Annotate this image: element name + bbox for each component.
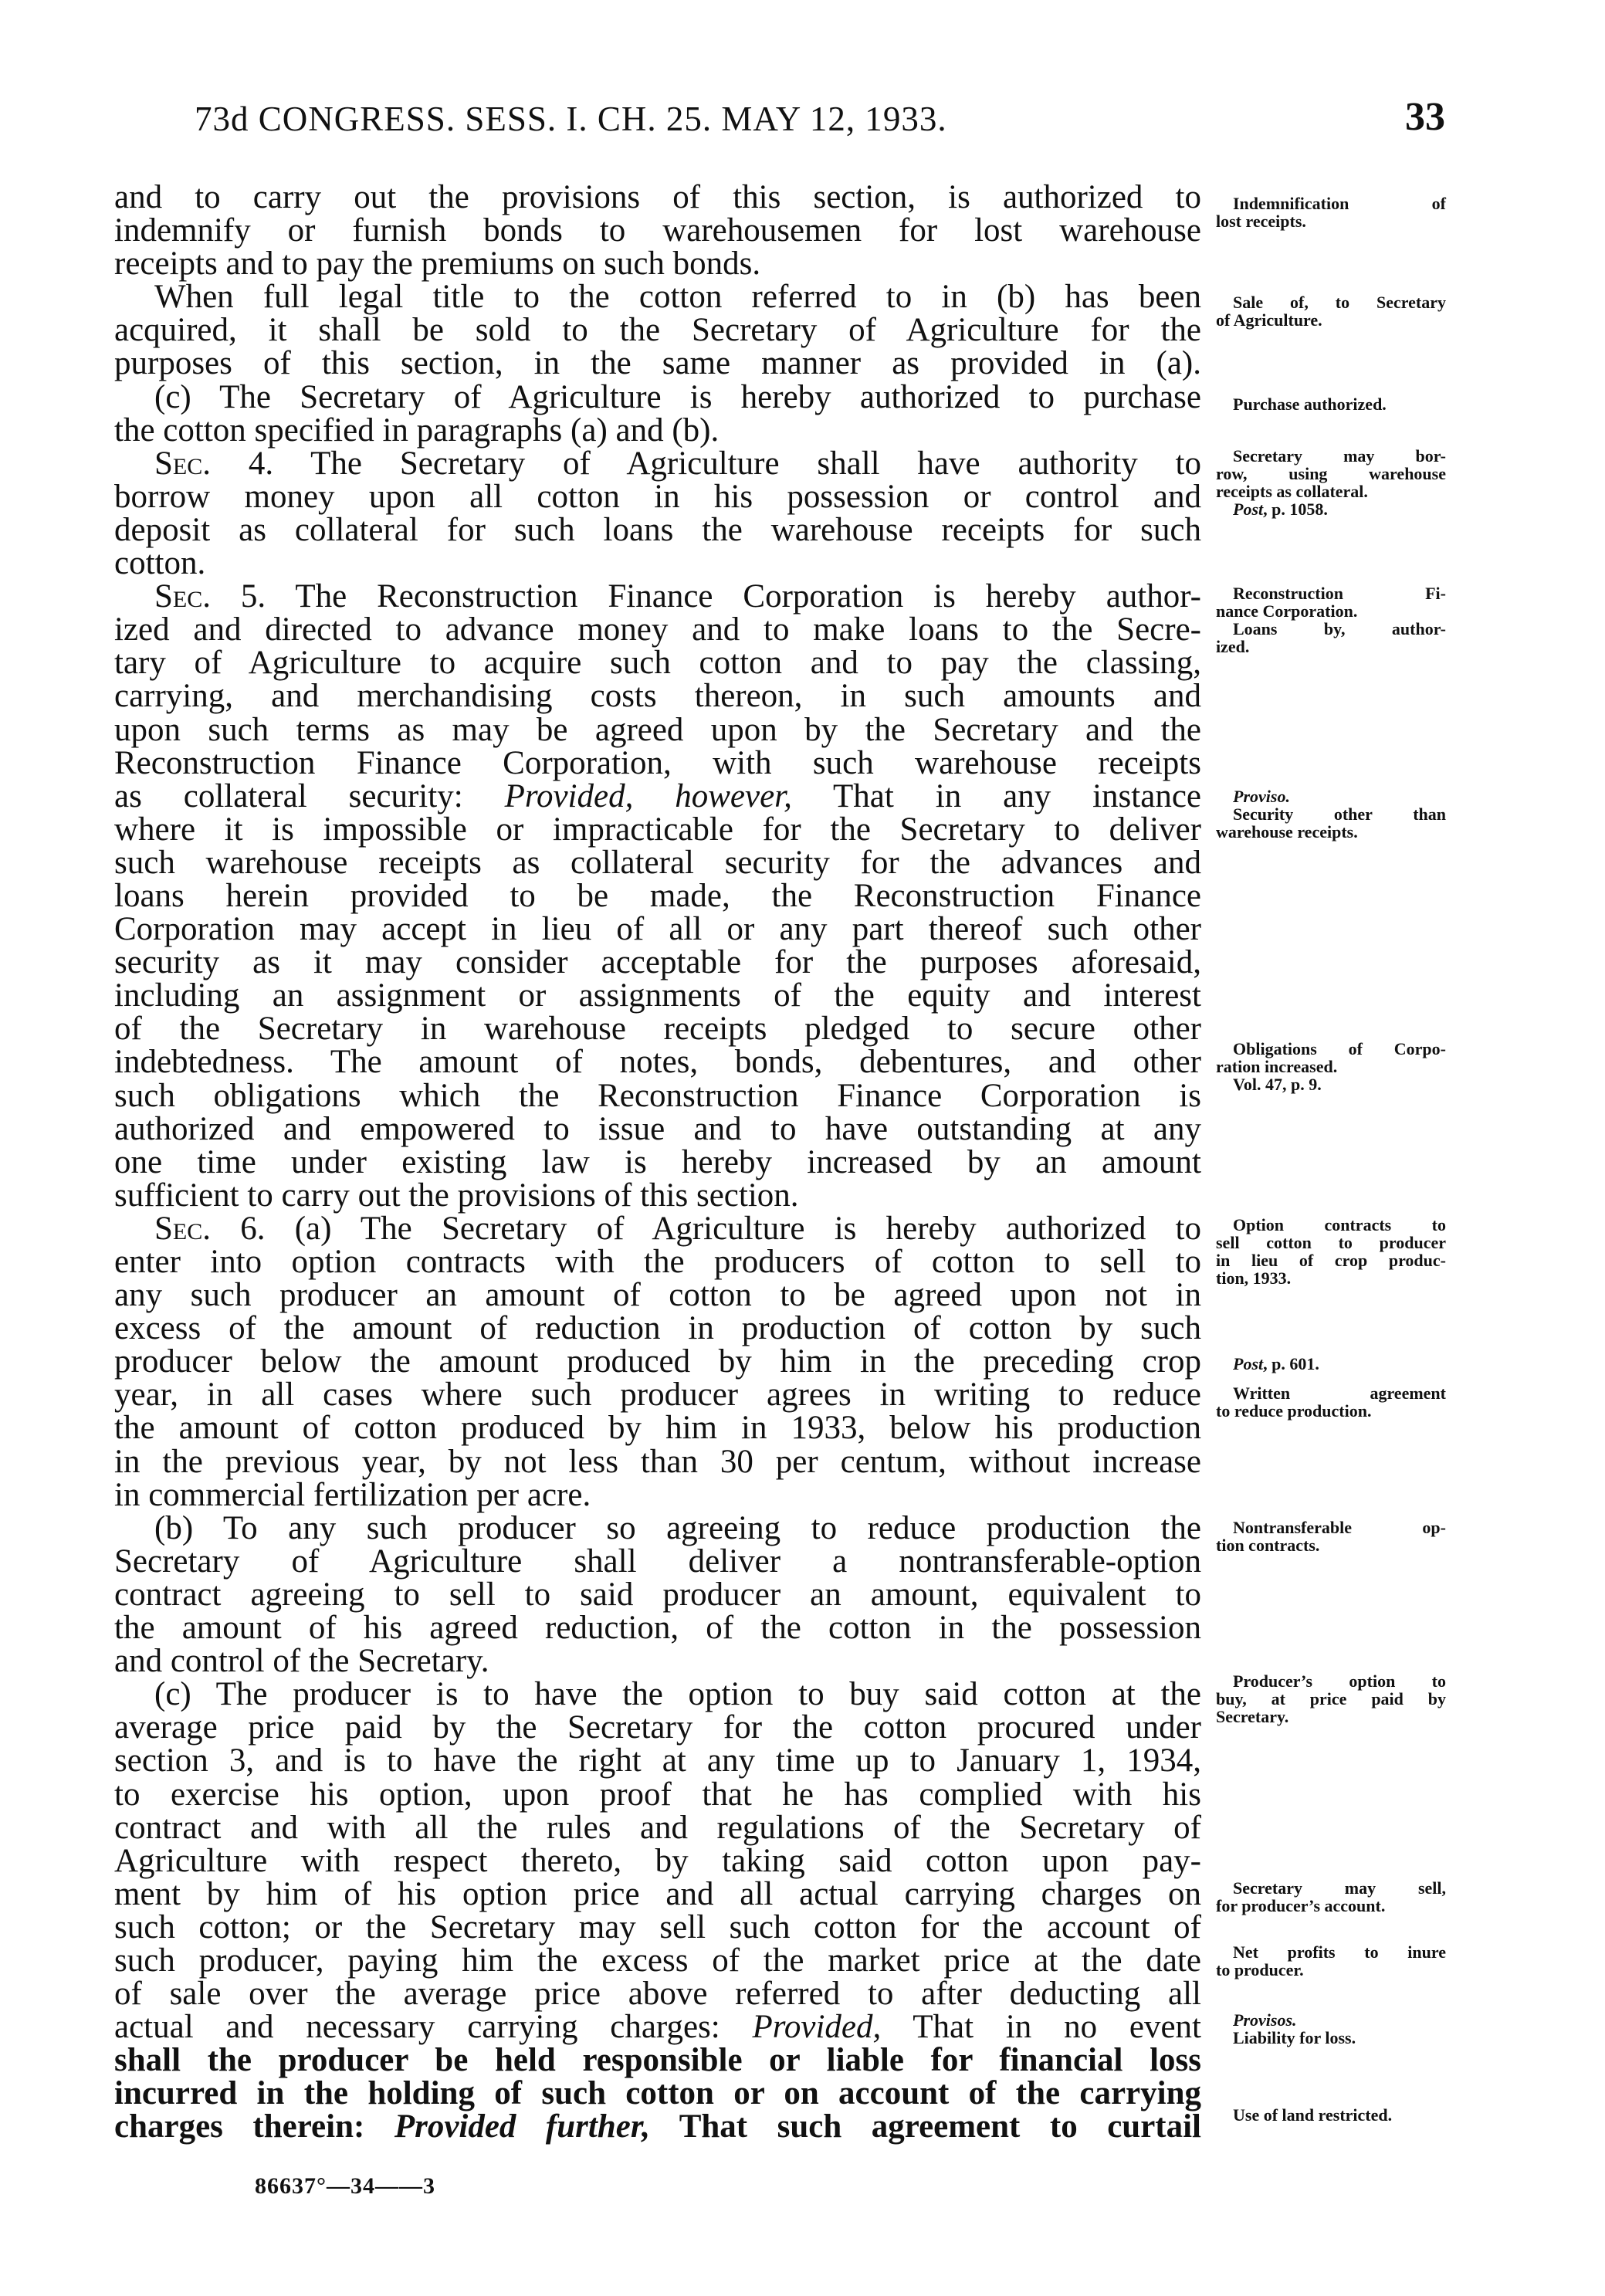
text-line: [114, 1011, 1201, 1048]
section-number: Sec. 4.: [154, 445, 274, 482]
margin-note: [1216, 1040, 1446, 1093]
text-segment: excess of the amount of reduction in production of cotton by such: [114, 1310, 1201, 1347]
section-number: Sec. 6.: [154, 1210, 266, 1247]
text-segment: authorized and empowered to issue and to have outstanding at any: [114, 1110, 1201, 1147]
text-segment: ment by him of his option price and all actual carrying charges on: [114, 1875, 1201, 1912]
text-line: [114, 744, 1201, 781]
margin-note-line: [1216, 1672, 1446, 1690]
note-text: of Agriculture.: [1216, 310, 1322, 330]
text-line: [114, 181, 1201, 214]
note-text: warehouse receipts.: [1216, 822, 1358, 842]
note-text: Loans by, author-: [1233, 619, 1446, 638]
margin-note-line: [1216, 1879, 1446, 1897]
text-segment: security as it may consider acceptable for the purposes aforesaid,: [114, 944, 1201, 981]
text-line: [114, 347, 1201, 380]
margin-note-line: [1216, 1269, 1446, 1287]
note-text: receipts as collateral.: [1216, 482, 1368, 501]
text-segment: in commercial fertilization per acre.: [114, 1476, 591, 1513]
note-text: to producer.: [1216, 1960, 1304, 1979]
text-segment: (a) The Secretary of Agriculture is hereby authorized to: [265, 1210, 1202, 1247]
text-line: [114, 1976, 1201, 2013]
text-line: [114, 1875, 1201, 1912]
note-text: Obligations of Corpo-: [1233, 1039, 1446, 1058]
text-segment: including an assignment or assignments of the equity and interest: [114, 977, 1201, 1014]
margin-note-line: [1216, 1355, 1446, 1373]
text-segment: (c) The producer is to have the option to buy said cotton at the: [154, 1676, 1201, 1713]
text-segment: as collateral security:: [114, 777, 505, 814]
text-line: [114, 1578, 1201, 1611]
note-text: Secretary.: [1216, 1707, 1289, 1726]
text-segment: incurred in the holding of such cotton or on account of the carrying: [114, 2075, 1201, 2112]
margin-note-line: [1216, 293, 1446, 311]
note-text: Written agreement: [1233, 1383, 1446, 1403]
text-segment: shall the producer be held responsible or liable for financial loss: [114, 2042, 1201, 2079]
note-text: , p. 601.: [1263, 1354, 1319, 1373]
margin-note-line: [1216, 1536, 1446, 1554]
margin-note: [1216, 447, 1446, 518]
margin-note: [1216, 293, 1446, 329]
text-segment: where it is impossible or impracticable for the Secretary to deliver: [114, 811, 1201, 848]
text-segment: Corporation may accept in lieu of all or any part thereof such other: [114, 911, 1201, 948]
text-segment: That in any instance: [791, 777, 1201, 814]
text-line: [114, 813, 1201, 846]
text-line: [114, 1212, 1201, 1245]
text-line: [114, 1778, 1201, 1811]
margin-note-line: [1216, 1384, 1446, 1402]
note-text: ized.: [1216, 637, 1250, 656]
margin-note-line: [1216, 311, 1446, 329]
margin-note: [1216, 1672, 1446, 1725]
note-text: tion contracts.: [1216, 1536, 1320, 1555]
text-line: [114, 2110, 1201, 2143]
text-line: [114, 1944, 1201, 1977]
text-segment: (b) To any such producer so agreeing to reduce production the: [154, 1509, 1201, 1546]
note-text: in lieu of crop produc-: [1216, 1251, 1446, 1270]
margin-note: [1216, 1384, 1446, 1420]
text-line: [114, 846, 1201, 879]
section-number: Sec. 5.: [154, 578, 266, 615]
text-segment: actual and necessary carrying charges:: [114, 2009, 753, 2046]
margin-note-line: [1216, 2029, 1446, 2047]
text-segment: deposit as collateral for such loans the warehouse receipts for such: [114, 511, 1201, 548]
italic-proviso: Provided further,: [394, 2108, 650, 2145]
note-text: lost receipts.: [1216, 212, 1306, 231]
margin-note-line: [1216, 1402, 1446, 1420]
text-segment: Agriculture with respect thereto, by taking said cotton upon pay-: [114, 1842, 1201, 1879]
margin-note: [1216, 2106, 1446, 2124]
text-segment: That such agreement to curtail: [649, 2108, 1201, 2145]
text-segment: the cotton specified in paragraphs (a) and (b).: [114, 411, 720, 449]
note-italic: Post: [1233, 1354, 1264, 1373]
text-segment: The Secretary of Agriculture shall have authority to: [273, 445, 1201, 482]
text-segment: the amount of his agreed reduction, of the cotton in the possession: [114, 1610, 1201, 1647]
italic-proviso: Provided,: [752, 2009, 882, 2046]
text-segment: purposes of this section, in the same manner as provided in (a).: [114, 345, 1201, 382]
margin-note-line: [1216, 212, 1446, 230]
text-segment: Reconstruction Finance Corporation, with such warehouse receipts: [114, 744, 1201, 781]
note-text: Liability for loss.: [1233, 2028, 1356, 2047]
margin-note-line: [1216, 1216, 1446, 1234]
text-line: [114, 879, 1201, 913]
note-text: Vol. 47, p. 9.: [1233, 1075, 1322, 1094]
text-segment: ized and directed to advance money and to make loans to the Secre-: [114, 611, 1201, 649]
text-line: [114, 1811, 1201, 1844]
text-line: [114, 378, 1201, 415]
text-segment: and to carry out the provisions of this section, is authorized to: [114, 179, 1201, 215]
note-text: Nontransferable op-: [1233, 1518, 1446, 1537]
text-line: [114, 1377, 1201, 1414]
margin-note-line: [1216, 1234, 1446, 1251]
text-segment: borrow money upon all cotton in his possession or control and: [114, 478, 1201, 515]
text-segment: such producer, paying him the excess of the market price at the date: [114, 1942, 1201, 1979]
margin-note: [1216, 584, 1446, 655]
text-line: [114, 279, 1201, 316]
text-segment: cotton.: [114, 545, 206, 582]
margin-note-line: [1216, 620, 1446, 638]
text-line: [114, 313, 1201, 347]
text-segment: section 3, and is to have the right at any time up to January 1, 1934,: [114, 1742, 1201, 1780]
text-segment: such obligations which the Reconstruction Finance Corporation is: [114, 1077, 1201, 1114]
text-line: [114, 1844, 1201, 1878]
margin-note-line: [1216, 195, 1446, 212]
note-text: tion, 1933.: [1216, 1268, 1292, 1288]
text-segment: contract and with all the rules and regulations of the Secretary of: [114, 1809, 1201, 1846]
margin-note-line: [1216, 483, 1446, 500]
text-segment: such cotton; or the Secretary may sell such cotton for the account of: [114, 1908, 1201, 1946]
text-line: [114, 513, 1201, 547]
text-line: [114, 1545, 1201, 1578]
note-text: Purchase authorized.: [1233, 395, 1387, 414]
margin-note-line: [1216, 1040, 1446, 1058]
margin-note-line: [1216, 1075, 1446, 1093]
text-segment: loans herein provided to be made, the Reconstruction Finance: [114, 877, 1201, 914]
text-segment: the amount of cotton produced by him in 1933, below his production: [114, 1410, 1201, 1447]
text-line: [114, 1478, 1201, 1512]
text-segment: producer below the amount produced by him in the preceding crop: [114, 1343, 1201, 1380]
margin-note-line: [1216, 500, 1446, 518]
text-segment: That in no event: [881, 2009, 1201, 2046]
note-text: sell cotton to producer: [1216, 1233, 1446, 1252]
italic-proviso: Provided, however,: [504, 777, 792, 814]
text-line: [114, 1079, 1201, 1112]
text-line: [114, 1678, 1201, 1711]
text-segment: Secretary of Agriculture shall deliver a nontransferable-option: [114, 1543, 1201, 1580]
note-text: Indemnification of: [1233, 194, 1446, 213]
note-text: Secretary may sell,: [1233, 1878, 1446, 1898]
text-line: [114, 679, 1201, 713]
text-segment: of the Secretary in warehouse receipts pledged to secure other: [114, 1011, 1201, 1048]
margin-note-line: [1216, 2011, 1446, 2029]
text-line: [114, 411, 1201, 449]
text-line: [114, 547, 1201, 580]
note-italic: Provisos.: [1233, 2010, 1297, 2030]
margin-note-line: [1216, 584, 1446, 602]
text-line: [114, 2010, 1201, 2044]
text-segment: indebtedness. The amount of notes, bonds, debentures, and other: [114, 1044, 1201, 1081]
margin-note: [1216, 2011, 1446, 2047]
margin-note-line: [1216, 2106, 1446, 2124]
text-line: [114, 1245, 1201, 1278]
text-segment: receipts and to pay the premiums on such bonds.: [114, 246, 761, 283]
note-text: Sale of, to Secretary: [1233, 293, 1446, 312]
text-line: [114, 447, 1201, 480]
text-line: [114, 214, 1201, 247]
text-segment: one time under existing law is hereby increased by an amount: [114, 1143, 1201, 1180]
margin-note: [1216, 787, 1446, 841]
text-line: [114, 1143, 1201, 1180]
text-line: [114, 246, 1201, 283]
margin-note: [1216, 1216, 1446, 1287]
text-line: [114, 580, 1201, 613]
note-text: for producer’s account.: [1216, 1896, 1386, 1915]
note-text: Producer’s option to: [1233, 1671, 1446, 1691]
note-text: to reduce production.: [1216, 1401, 1372, 1421]
text-segment: of sale over the average price above referred to after deducting all: [114, 1976, 1201, 2013]
text-segment: The Reconstruction Finance Corporation is hereby author-: [266, 578, 1201, 615]
margin-note-line: [1216, 602, 1446, 620]
margin-note-line: [1216, 1519, 1446, 1536]
text-line: [114, 1742, 1201, 1780]
note-text: ration increased.: [1216, 1057, 1338, 1076]
note-text: nance Corporation.: [1216, 601, 1358, 621]
print-code-footer: 86637°—34——3: [255, 2173, 435, 2199]
text-line: [114, 1610, 1201, 1647]
text-line: [114, 1312, 1201, 1345]
margin-note: [1216, 195, 1446, 230]
margin-note-line: [1216, 465, 1446, 483]
text-segment: average price paid by the Secretary for the cotton procured under: [114, 1709, 1201, 1746]
text-line: [114, 1644, 1201, 1678]
text-line: [114, 1509, 1201, 1546]
margin-note: [1216, 1355, 1446, 1373]
text-segment: such warehouse receipts as collateral security for the advances and: [114, 844, 1201, 881]
margin-note-line: [1216, 1058, 1446, 1075]
text-segment: year, in all cases where such producer agrees in writing to reduce: [114, 1377, 1201, 1414]
text-segment: and control of the Secretary.: [114, 1643, 489, 1680]
text-line: [114, 1711, 1201, 1744]
margin-note-line: [1216, 1690, 1446, 1708]
margin-note-line: [1216, 395, 1446, 413]
margin-note: [1216, 1879, 1446, 1915]
margin-note-line: [1216, 1943, 1446, 1961]
margin-note-line: [1216, 787, 1446, 805]
note-text: buy, at price paid by: [1216, 1689, 1446, 1708]
note-italic: Post: [1233, 499, 1264, 519]
text-segment: charges therein:: [114, 2108, 394, 2145]
note-text: Reconstruction Fi-: [1233, 584, 1446, 603]
text-segment: (c) The Secretary of Agriculture is hereby authorized to purchase: [154, 378, 1201, 415]
text-segment: carrying, and merchandising costs thereon, in such amounts and: [114, 678, 1201, 715]
text-segment: acquired, it shall be sold to the Secretary of Agriculture for the: [114, 312, 1201, 349]
text-line: [114, 645, 1201, 682]
note-text: Security other than: [1233, 804, 1446, 824]
margin-note: [1216, 395, 1446, 413]
text-line: [114, 1908, 1201, 1946]
margin-note-line: [1216, 1708, 1446, 1725]
text-line: [114, 480, 1201, 513]
running-head: 73d CONGRESS. SESS. I. CH. 25. MAY 12, 1933.: [195, 100, 947, 138]
note-italic: Proviso.: [1233, 787, 1290, 806]
text-segment: contract agreeing to sell to said producer an amount, equivalent to: [114, 1576, 1201, 1613]
text-segment: tary of Agriculture to acquire such cotton and to pay the classing,: [114, 645, 1201, 682]
text-line: [114, 1345, 1201, 1378]
text-line: [114, 979, 1201, 1012]
text-line: [114, 1410, 1201, 1447]
note-text: Use of land restricted.: [1233, 2105, 1393, 2125]
margin-note-line: [1216, 1897, 1446, 1915]
text-segment: to exercise his option, upon proof that he has complied with his: [114, 1776, 1201, 1813]
note-text: Net profits to inure: [1233, 1942, 1446, 1962]
text-line: [114, 1445, 1201, 1478]
text-segment: upon such terms as may be agreed upon by the Secretary and the: [114, 711, 1201, 748]
margin-note-line: [1216, 823, 1446, 841]
text-segment: any such producer an amount of cotton to be agreed upon not in: [114, 1277, 1201, 1314]
text-line: [114, 1179, 1201, 1212]
margin-note: [1216, 1519, 1446, 1554]
text-line: [114, 1112, 1201, 1146]
text-segment: sufficient to carry out the provisions of this section.: [114, 1177, 799, 1214]
text-line: [114, 713, 1201, 747]
page-number: 33: [1405, 95, 1445, 139]
text-segment: indemnify or furnish bonds to warehousemen for lost warehouse: [114, 212, 1201, 249]
text-line: [114, 611, 1201, 649]
text-line: [114, 2077, 1201, 2110]
note-text: , p. 1058.: [1263, 499, 1328, 519]
text-line: [114, 1045, 1201, 1079]
text-line: [114, 777, 1201, 814]
margin-note-line: [1216, 1961, 1446, 1979]
text-line: [114, 2044, 1201, 2077]
text-segment: in the previous year, by not less than 30 per centum, without increase: [114, 1443, 1201, 1480]
statute-body-text: [114, 181, 1201, 2144]
margin-note-line: [1216, 805, 1446, 823]
text-segment: When full legal title to the cotton referred to in (b) has been: [154, 279, 1201, 316]
margin-note-line: [1216, 447, 1446, 465]
text-line: [114, 946, 1201, 979]
note-text: Option contracts to: [1233, 1215, 1446, 1234]
margin-note-line: [1216, 1251, 1446, 1269]
note-text: Secretary may bor-: [1233, 446, 1446, 466]
margin-note: [1216, 1943, 1446, 1979]
text-segment: enter into option contracts with the producers of cotton to sell to: [114, 1244, 1201, 1280]
text-line: [114, 1278, 1201, 1312]
note-text: row, using warehouse: [1216, 464, 1446, 483]
margin-note-line: [1216, 638, 1446, 655]
text-line: [114, 913, 1201, 946]
page-header: [195, 95, 1445, 145]
